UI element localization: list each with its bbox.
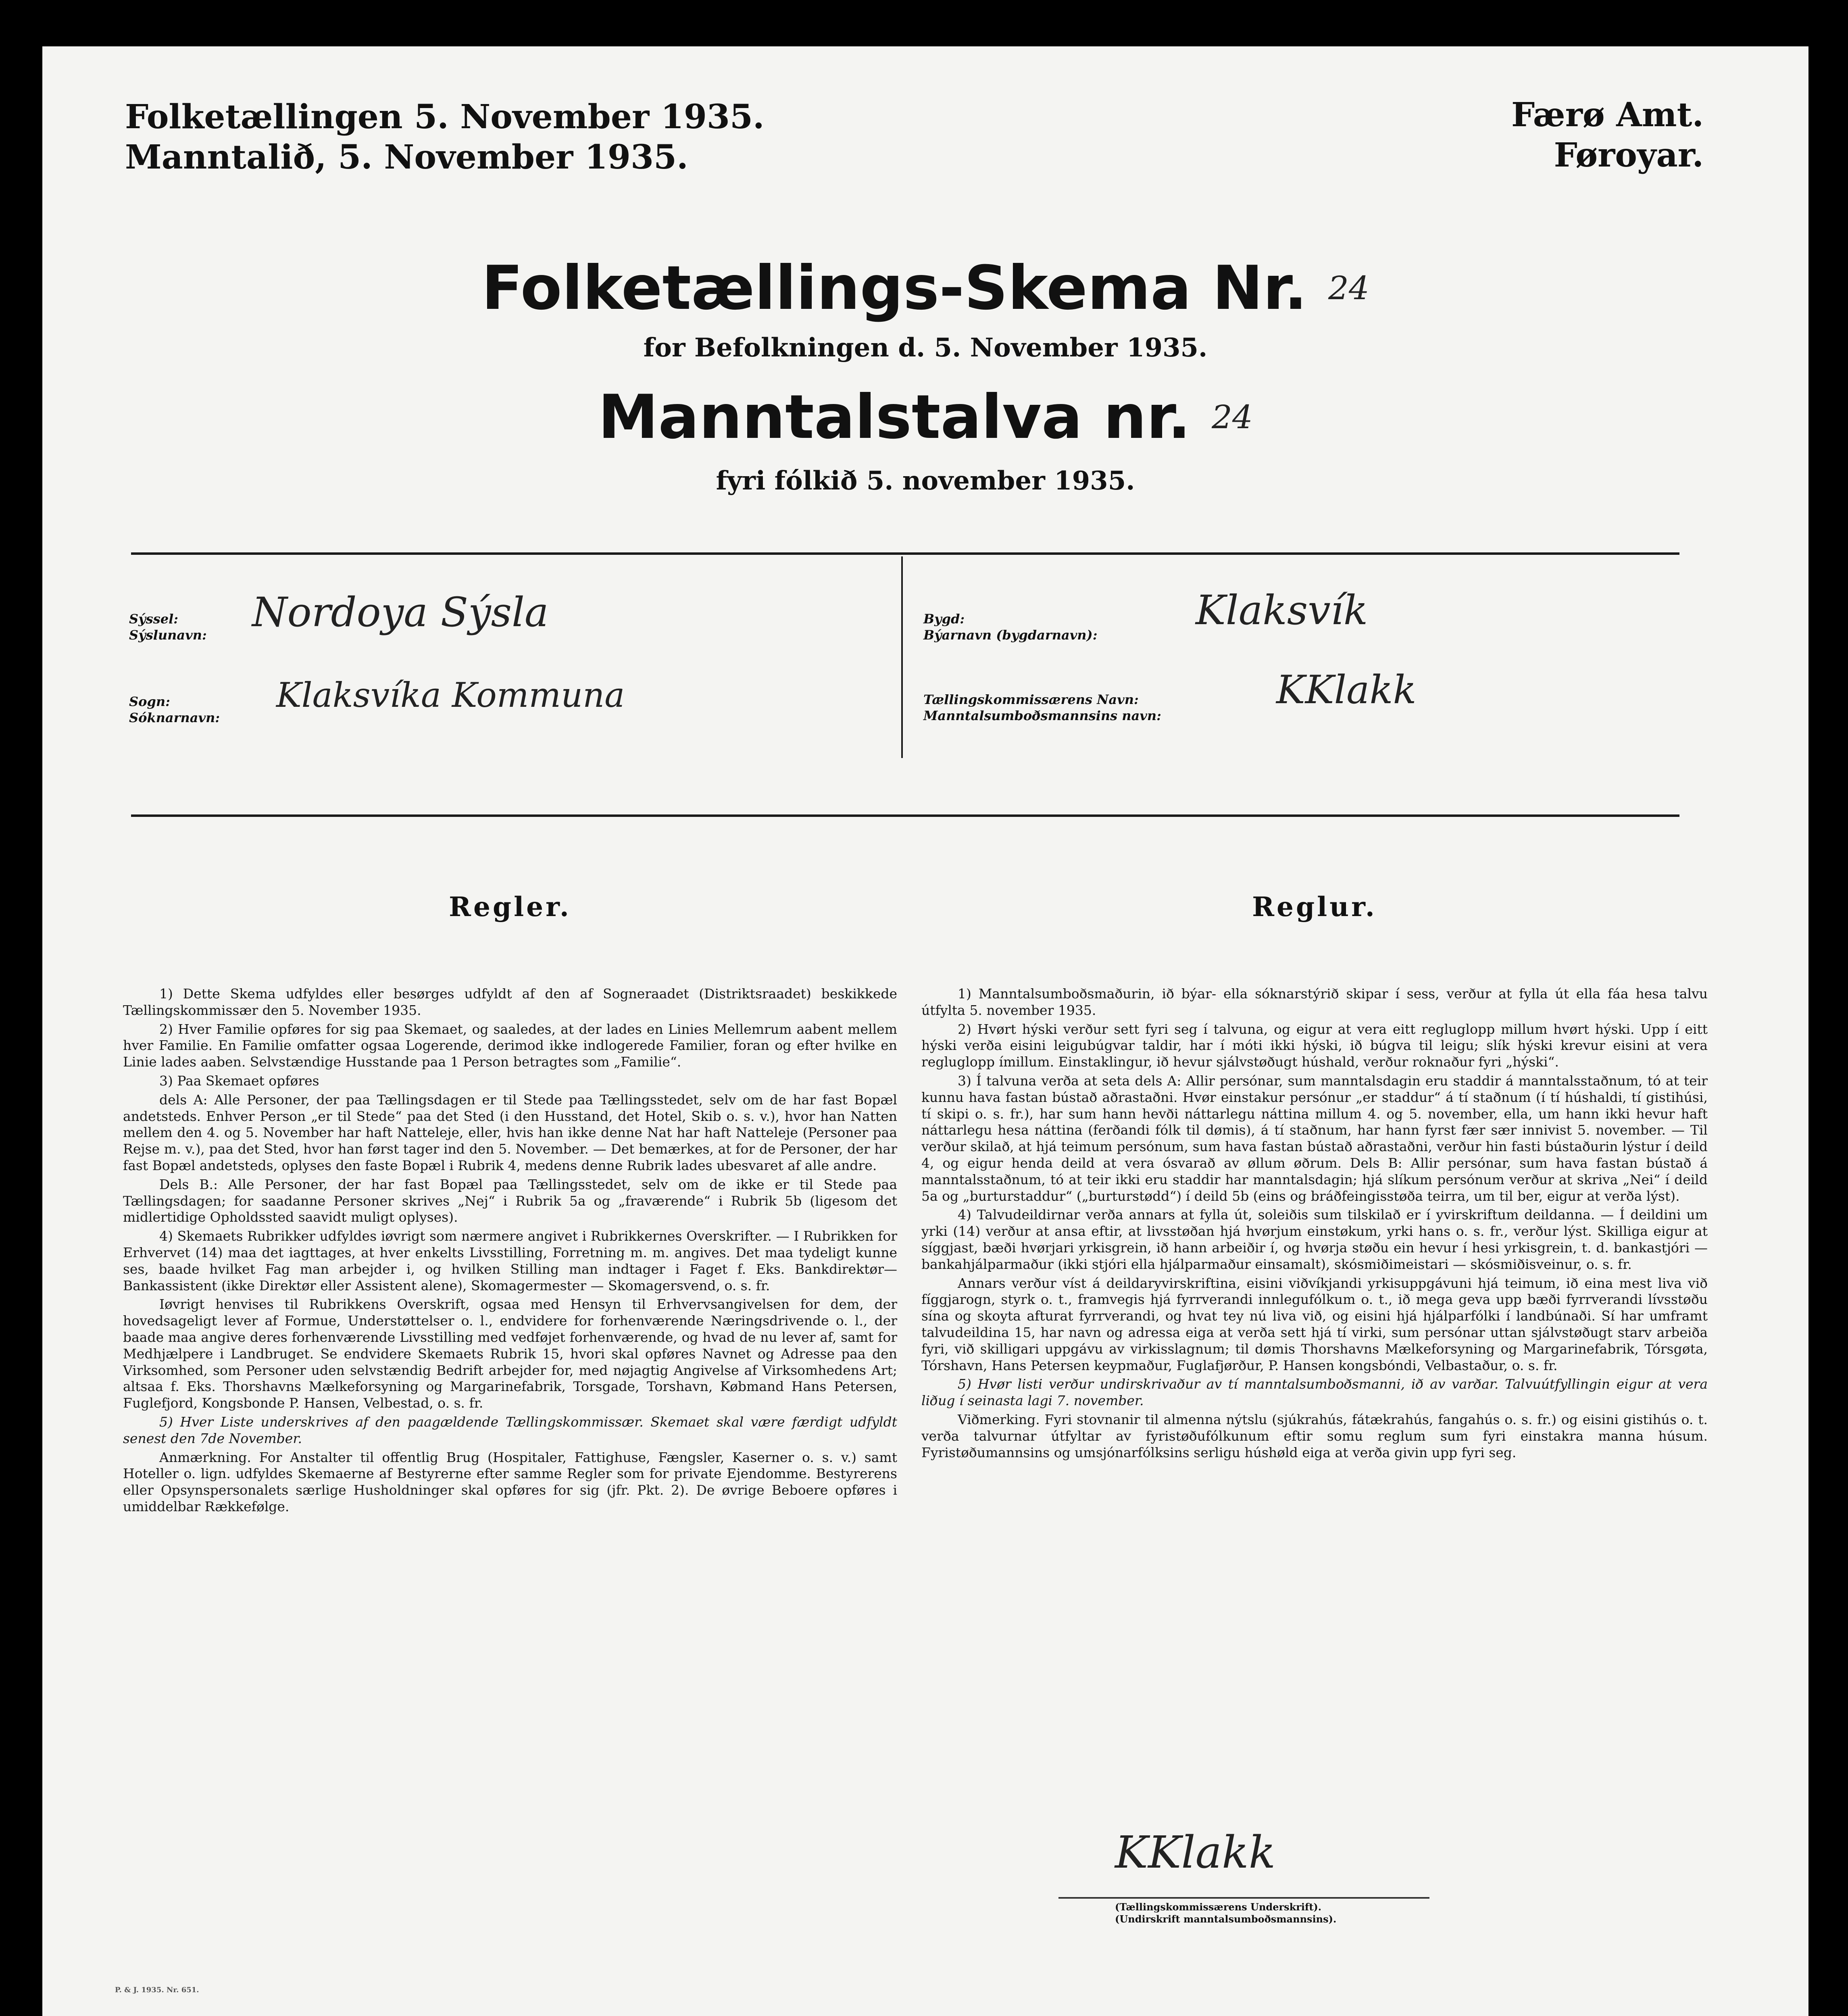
kommissaer-label-da: Tællingskommissærens Navn: <box>923 692 1139 707</box>
regler-paragraph-4: dels A: Alle Personer, der paa Tællingsdagen er til Stede paa Tællingsstedet, selv om de har fast Bopæl andetsteds. Enhver Person „er til Stede“ paa det Sted (i den Husstand, det Hotel, Skib o. s. v.), hvor han Natten mellem den 4. og 5. November har haft Natteleje, eller, hvis han ikke denne Nat har haft Natteleje (Personer paa Rejse m. v.), paa det Sted, hvor han først tager ind den 5. November. — Det bemærkes, at for de Personer, der har fast Bopæl andetsteds, oplyses den faste Bopæl i Rubrik 4, medens denne Rubrik lades ubesvaret af alle andre. <box>123 1091 897 1173</box>
sogn-label-fo: Sóknarnavn: <box>129 710 220 725</box>
form-title-faroese-number: 24 <box>1212 398 1253 436</box>
form-title-faroese <box>42 381 1808 454</box>
signature-caption-fo: (Undirskrift manntalsumboðsmannsins). <box>1115 1913 1337 1925</box>
regler-paragraph-5: Dels B.: Alle Personer, der har fast Bopæl paa Tællingsstedet, selv om de ikke er til Stede paa Tællingsdagen; for saadanne Personer skrives „Nej“ i Rubrik 5a og „fraværende“ i Rubrik 5b (ligesom det midlertidige Opholdssted saavidt muligt oplyses). <box>123 1176 897 1225</box>
kommissaer-value: KKlakk <box>1276 667 1417 712</box>
header-left-line2: Manntalið, 5. November 1935. <box>125 138 688 177</box>
form-title-number: 24 <box>1328 269 1369 307</box>
regler-title: Regler. <box>449 891 571 923</box>
reglur-paragraph-3: 3) Í talvuna verða at seta dels A: Allir persónar, sum manntalsdagin eru staddir á manntalsstaðnum, tó at teir kunnu hava fastan bústað aðrastaðni. Hvør einstakur persónur „er staddur“ á tí staðnum (í tí húshaldi, tí gistihúsi, tí skipi o. s. fr.), har sum hann hevði náttarlegu náttina millum 4. og 5. november, ella, um hann ikki hevur haft náttarlegu hesa náttina (ferðandi fólk til dømis), á tí staðnum, har hann fyrst fær sær innivist 5. november. — Til verður skilað, at hjá teimum persónum, sum hava fastan bústað aðrastaðni, verður hin fasti bústaðurin lýstur í deild 4, og eigur henda deild at vera ósvarað av øllum øðrum. Dels B: Allir persónar, sum hava fastan bústað á manntalsstaðnum, tó at teir ikki eru staddir har manntalsdagin; hjá slíkum persónum verður at skriva „Nei“ í deild 5a og „burturstaddur“ („burturstødd“) í deild 5b (eins og bráðfeingisstøða teirra, um til ber, eigur at verða lýst). <box>921 1073 1708 1204</box>
divider-bottom <box>131 814 1679 817</box>
sysel-label <box>129 611 207 643</box>
reglur-paragraph-6: 5) Hvør listi verður undirskrivaður av tí manntalsumboðsmanni, ið av varðar. Talvuútfyllingin eigur at vera liðug í seinasta lagi 7. november. <box>921 1376 1708 1409</box>
sogn-value: Klaksvíka Kommuna <box>276 675 625 715</box>
reglur-paragraph-7: Viðmerking. Fyri stovnanir til almenna nýtslu (sjúkrahús, fátækrahús, fangahús o. s. fr.) og eisini gistihús o. t. verða talvurnar útfyltar av fyristøðufólkunum eftir somu reglum sum fyri einstakra manna húsum. Fyristøðumannsins og umsjónarfólksins serligu húshøld eiga at verða givin upp fyri seg. <box>921 1411 1708 1460</box>
header-right-line2: Føroyar. <box>1554 136 1704 175</box>
sysel-value: Nordoya Sýsla <box>252 589 549 636</box>
bygd-label <box>923 611 1098 643</box>
header-right-line1: Færø Amt. <box>1511 96 1704 134</box>
regler-paragraph-9: Anmærkning. For Anstalter til offentlig Brug (Hospitaler, Fattighuse, Fængsler, Kaserner o. s. v.) samt Hoteller o. lign. udfyldes Skemaerne af Bestyrerne efter samme Regler som for private Ejendomme. Bestyrerens eller Opsynspersonalets særlige Husholdninger skal opføres for sig (jfr. Pkt. 2). De øvrige Beboere opføres i umiddelbar Rækkefølge. <box>123 1449 897 1514</box>
form-title <box>42 252 1808 325</box>
bygd-label-da: Bygd: <box>923 611 965 627</box>
header-left-line1: Folketællingen 5. November 1935. <box>125 98 765 136</box>
reglur-text <box>921 986 1708 1463</box>
divider-vertical <box>901 556 903 758</box>
reglur-paragraph-2: 2) Hvørt hýski verður sett fyri seg í talvuna, og eigur at vera eitt regluglopp millum hvørt hýski. Upp í eitt hýski verða eisini leigubúgvar taldir, har í móti ikki hýski, ið búgva til leigu; slík hýski krevur eisini at vera regluglopp ímillum. Einstaklingur, ið hevur sjálvstøðugt húshald, verður roknaður fyri „hýski“. <box>921 1021 1708 1070</box>
regler-paragraph-6: 4) Skemaets Rubrikker udfyldes iøvrigt som nærmere angivet i Rubrikkernes Overskrifter. — I Rubrikken for Erhvervet (14) maa det iagttages, at hver enkelts Livsstilling, Forretning m. m. angives. Det maa tydeligt kunne ses, baade hvilket Fag man arbejder i, og hvilken Stilling man indtager i Faget f. Eks. Bankdirektør—Bankassistent (ikke Direktør eller Assistent alene), Skomagermester — Skomagersvend, o. s. fr. <box>123 1228 897 1293</box>
signature-caption <box>1115 1901 1336 1925</box>
reglur-paragraph-4: 4) Talvudeildirnar verða annars at fylla út, soleiðis sum tilskilað er í yvirskriftum deildanna. — Í deildini um yrki (14) verður at ansa eftir, at livsstøðan hjá hvørjum einstøkum, yrki hans o. s. fr., verður lýst. Skilliga eigur at síggjast, bæði hvørjari yrkisgrein, ið hann arbeiðir í, og hvørja støðu ein hevur í hesi yrkisgrein, t. d. bankastjóri — bankahjálparmaður (ikki stjóri ella hjálparmaður einsamalt), skósmiðimeistari — skósmiðisveinur, o. s. fr. <box>921 1207 1708 1272</box>
printer-mark: P. & J. 1935. Nr. 651. <box>115 1986 199 1994</box>
reglur-paragraph-5: Annars verður víst á deildaryvirskriftina, eisini viðvíkjandi yrkisuppgávuni hjá teimum, ið eina mest liva við fíggjarogn, styrk o. t., framvegis hjá fyrrverandi innlegufólkum o. t., ið mega geva upp bæði fyrrverandi lívsstøðu sína og skoyta afturat fyrrverandi, og hvat tey nú liva við, og eisini hjá hjálparfólki í landbúnaði. Sí har umframt talvudeildina 15, har navn og adressa eiga at verða sett hjá tí virki, sum persónar uttan sjálvstøðugt starv arbeiða fyri, við skilligari uppgávu av virkisslagnum; til dømis Thorshavns Mælkeforsyning og Margarinefabrik, Tórsgøta, Tórshavn, Hans Petersen keypmaður, Fuglafjørður, P. Hansen kongsbóndi, Velbastaður, o. s. fr. <box>921 1275 1708 1373</box>
signature-value: KKlakk <box>1115 1826 1276 1878</box>
regler-text <box>123 986 897 1518</box>
header-right <box>1511 95 1704 175</box>
regler-paragraph-8: 5) Hver Liste underskrives af den paagældende Tællingskommissær. Skemaet skal være færdigt udfyldt senest den 7de November. <box>123 1414 897 1446</box>
form-subtitle-faroese: fyri fólkið 5. november 1935. <box>716 466 1135 496</box>
form-title-faroese-text: Manntalstalva nr. <box>598 382 1191 452</box>
signature-line <box>1058 1897 1429 1899</box>
regler-paragraph-1: 1) Dette Skema udfyldes eller besørges udfyldt af den af Sogneraadet (Distriktsraadet) beskikkede Tællingskommissær den 5. November 1935. <box>123 986 897 1018</box>
kommissaer-label-fo: Manntalsumboðsmannsins navn: <box>923 708 1161 723</box>
sogn-label-da: Sogn: <box>129 694 170 709</box>
header-left <box>125 97 765 177</box>
kommissaer-label <box>923 691 1161 724</box>
sysel-label-fo: Sýslunavn: <box>129 627 207 643</box>
form-title-text: Folketællings-Skema Nr. <box>481 253 1307 323</box>
bygd-label-fo: Býarnavn (bygdarnavn): <box>923 627 1098 643</box>
signature-caption-da: (Tællingskommissærens Underskrift). <box>1115 1901 1322 1913</box>
form-subtitle: for Befolkningen d. 5. November 1935. <box>643 333 1208 363</box>
reglur-title: Reglur. <box>1252 891 1377 923</box>
bygd-value: Klaksvík <box>1196 587 1368 634</box>
regler-paragraph-3: 3) Paa Skemaet opføres <box>159 1073 319 1089</box>
reglur-paragraph-1: 1) Manntalsumboðsmaðurin, ið býar- ella sóknarstýrið skipar í sess, verður at fylla út ella fáa hesa talvu útfylta 5. november 1935. <box>921 986 1708 1018</box>
sysel-label-da: Sýssel: <box>129 611 179 627</box>
census-form-sheet <box>42 46 1808 2016</box>
regler-paragraph-2: 2) Hver Familie opføres for sig paa Skemaet, og saaledes, at der lades en Linies Mellemrum aabent mellem hver Familie. En Familie omfatter ogsaa Logerende, derimod ikke indlogerede Familier, foran og efter hvilke en Linie lades aaben. Selvstændige Husstande paa 1 Person betragtes som „Familie“. <box>123 1021 897 1070</box>
regler-paragraph-7: Iøvrigt henvises til Rubrikkens Overskrift, ogsaa med Hensyn til Erhvervsangivelsen for dem, der hovedsageligt lever af Formue, Understøttelser o. l., endvidere for forhenværende Næringsdrivende o. l., der baade maa angive deres forhenværende Livsstilling med vedføjet forhenværende, og hvad de nu lever af, samt for Medhjælpere i Landbruget. Se endvidere Skemaets Rubrik 15, hvori skal opføres Navnet og Adresse paa den Virksomhed, som Personer uden selvstændig Bedrift arbejder for, med nøjagtig Angivelse af Virksomhedens Art; altsaa f. Eks. Thorshavns Mælkeforsyning og Margarinefabrik, Torsgade, Torshavn, Købmand Hans Petersen, Fuglefjord, Kongsbonde P. Hansen, Velbestad, o. s. fr. <box>123 1296 897 1411</box>
divider-top <box>131 552 1679 555</box>
sogn-label <box>129 694 220 726</box>
